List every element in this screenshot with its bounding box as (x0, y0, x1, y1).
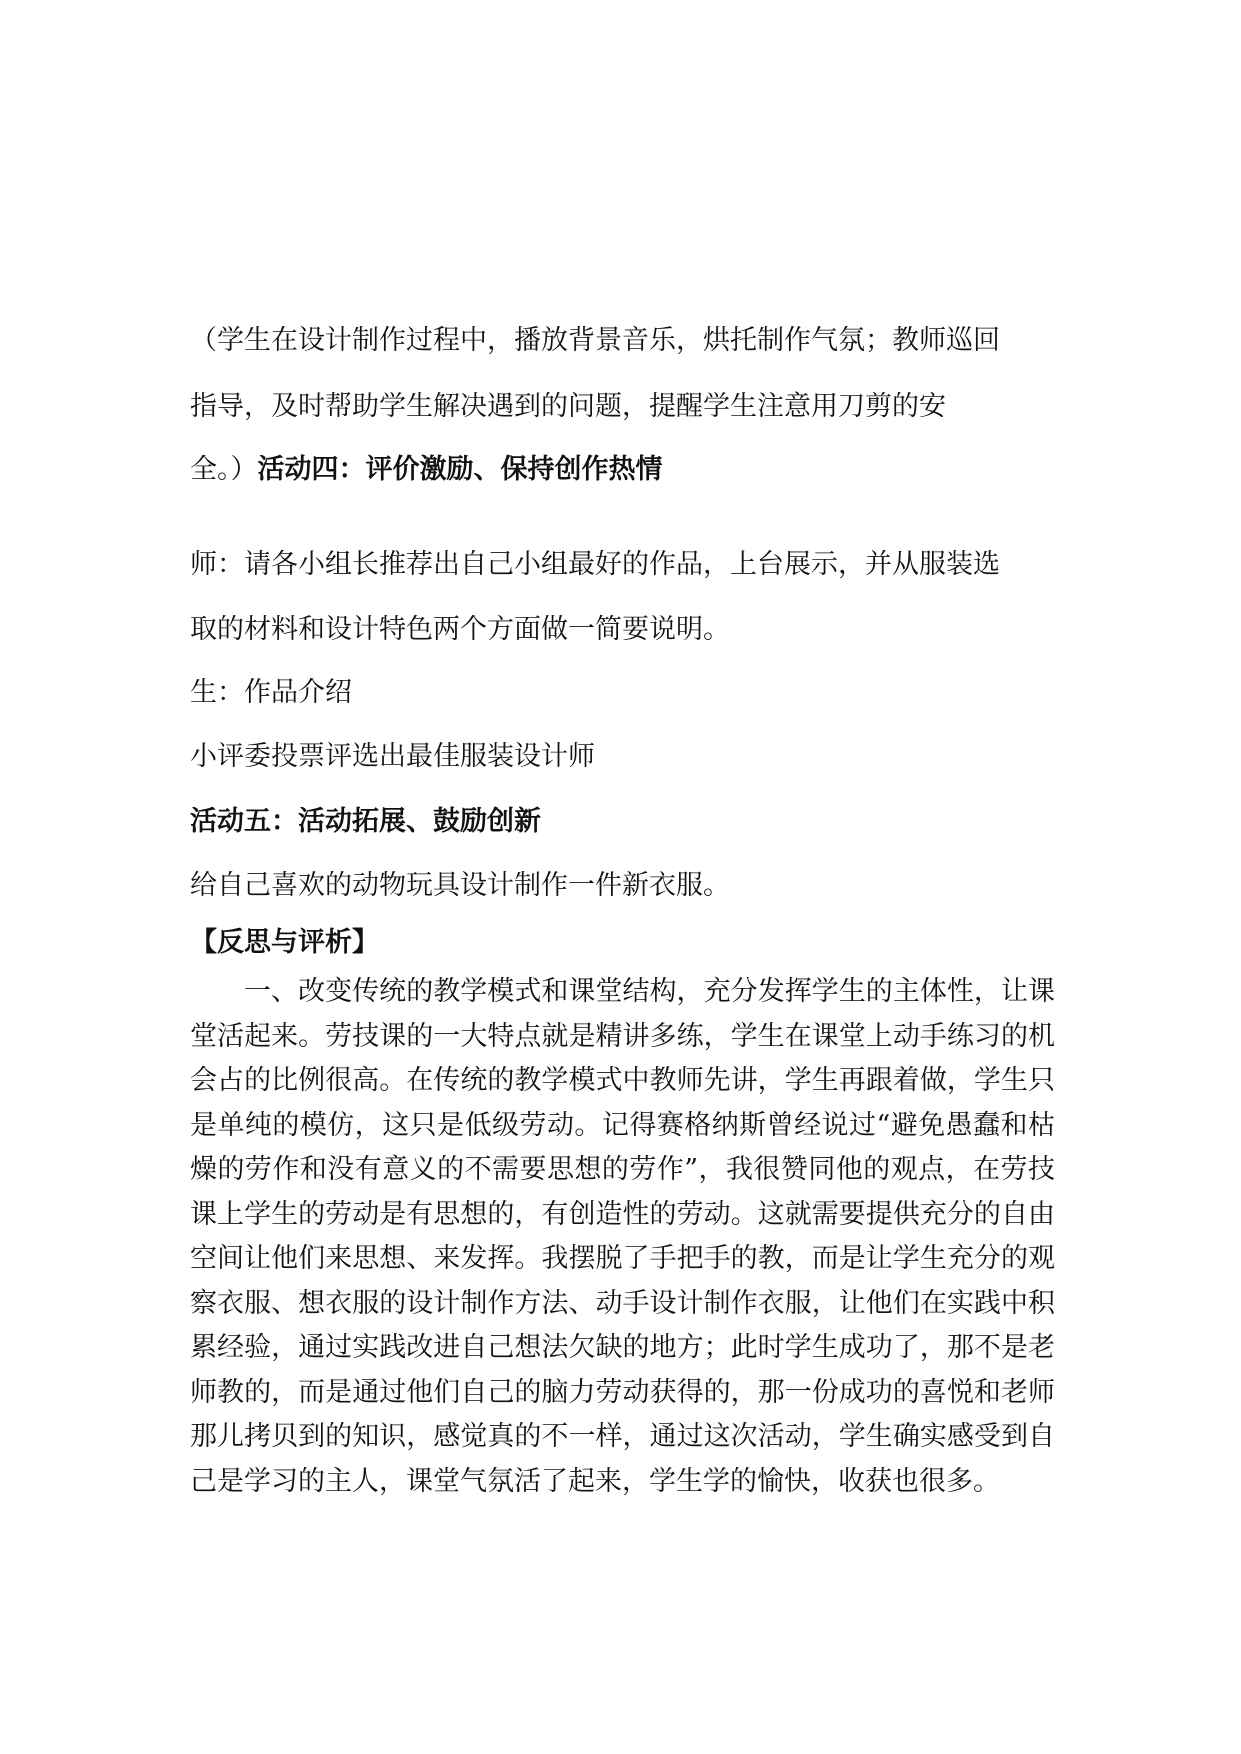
judges-line: 小评委投票评选出最佳服装设计师 (190, 741, 595, 772)
reflection-heading: 【反思与评析】 (190, 927, 379, 958)
text-line: （学生在设计制作过程中，播放背景音乐，烘托制作气氛；教师巡回 (190, 325, 1000, 356)
activity-four-heading: 活动四：评价激励、保持创作热情 (257, 454, 663, 485)
activity-five-text: 给自己喜欢的动物玩具设计制作一件新衣服。 (190, 870, 730, 901)
teacher-instruction-line: 取的材料和设计特色两个方面做一简要说明。 (190, 614, 730, 645)
student-line: 生：作品介绍 (190, 677, 352, 708)
activity-five-heading: 活动五：活动拓展、鼓励创新 (190, 806, 541, 837)
teacher-instruction-line: 师：请各小组长推荐出自己小组最好的作品，上台展示，并从服装选 (190, 549, 1000, 580)
text-fragment: 全。） (190, 454, 258, 485)
text-line: 指导，及时帮助学生解决遇到的问题，提醒学生注意用刀剪的安 (190, 391, 946, 422)
text-line (190, 452, 1060, 488)
reflection-paragraph: 一、改变传统的教学模式和课堂结构，充分发挥学生的主体性，让课堂活起来。劳技课的一大特点就是精讲多练，学生在课堂上动手练习的机会占的比例很高。在传统的教学模式中教师先讲，学生再跟着做，学生只是单纯的模仿，这只是低级劳动。记得赛格纳斯曾经说过“避免愚蠢和枯燥的劳作和没有意义的不需要思想的劳作”，我很赞同他的观点，在劳技课上学生的劳动是有思想的，有创造性的劳动。这就需要提供充分的自由空间让他们来思想、来发挥。我摆脱了手把手的教，而是让学生充分的观察衣服、想衣服的设计制作方法、动手设计制作衣服，让他们在实践中积累经验，通过实践改进自己想法欠缺的地方；此时学生成功了，那不是老师教的，而是通过他们自己的脑力劳动获得的，那一份成功的喜悦和老师那儿拷贝到的知识，感觉真的不一样，通过这次活动，学生确实感受到自己是学习的主人，课堂气氛活了起来，学生学的愉快，收获也很多。 (190, 976, 1055, 1497)
